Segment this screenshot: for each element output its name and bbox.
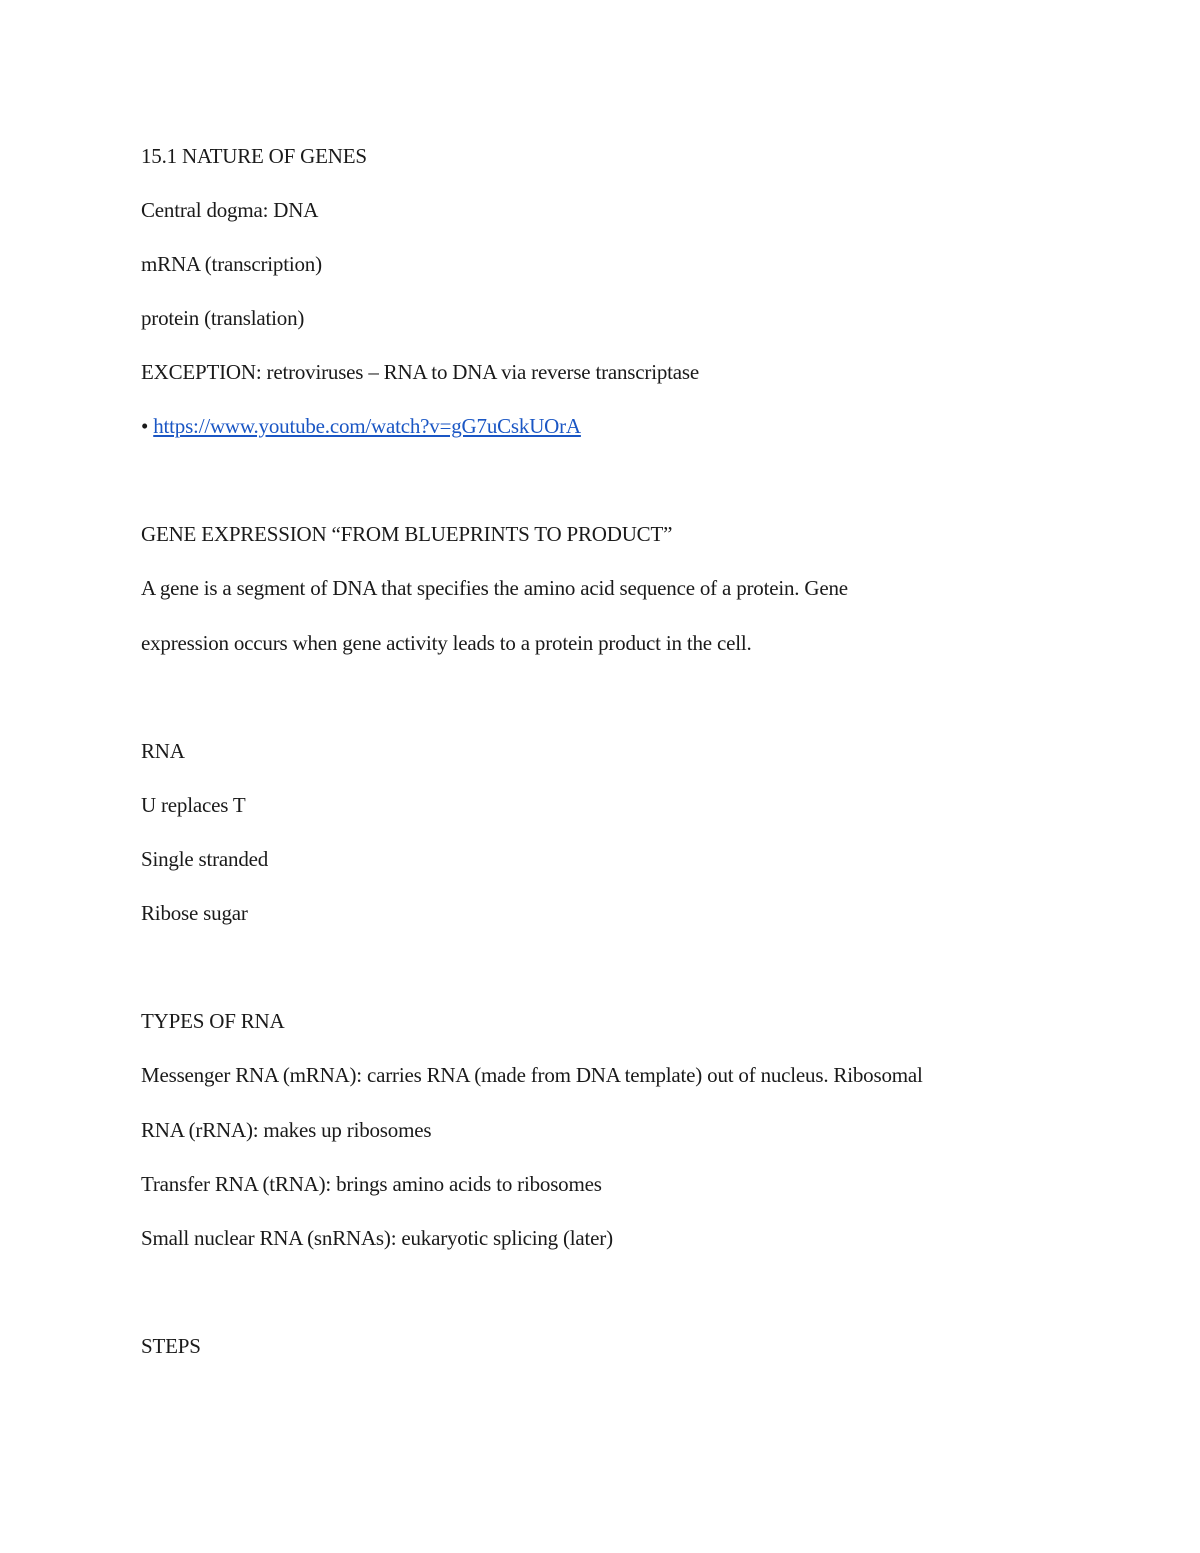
- section-heading-types-of-rna: TYPES OF RNA: [141, 1009, 285, 1033]
- rna-item: Ribose sugar: [141, 901, 248, 925]
- section-heading-steps: STEPS: [141, 1334, 201, 1358]
- bullet: •: [141, 414, 149, 438]
- types-of-rna-line: Small nuclear RNA (snRNAs): eukaryotic splicing (later): [141, 1226, 613, 1250]
- protein-line: protein (translation): [141, 306, 305, 330]
- types-of-rna-line: RNA (rRNA): makes up ribosomes: [141, 1118, 432, 1142]
- central-dogma-line: Central dogma: DNA: [141, 198, 319, 222]
- section-heading-nature-of-genes: 15.1 NATURE OF GENES: [141, 144, 367, 168]
- types-of-rna-line: Transfer RNA (tRNA): brings amino acids to ribosomes: [141, 1172, 602, 1196]
- mrna-line: mRNA (transcription): [141, 252, 322, 276]
- gene-expression-paragraph-line-2: expression occurs when gene activity leads to a protein product in the cell.: [141, 631, 752, 655]
- rna-item: U replaces T: [141, 793, 246, 817]
- exception-line: EXCEPTION: retroviruses – RNA to DNA via reverse transcriptase: [141, 360, 699, 384]
- section-heading-gene-expression: GENE EXPRESSION “FROM BLUEPRINTS TO PRODUCT”: [141, 522, 673, 546]
- section-heading-rna: RNA: [141, 739, 185, 763]
- youtube-video-link[interactable]: https://www.youtube.com/watch?v=gG7uCskUOrA: [153, 414, 581, 438]
- types-of-rna-line: Messenger RNA (mRNA): carries RNA (made from DNA template) out of nucleus. Ribosomal: [141, 1063, 923, 1087]
- rna-item: Single stranded: [141, 847, 269, 871]
- video-link-row: [141, 412, 581, 440]
- gene-expression-paragraph-line-1: A gene is a segment of DNA that specifies the amino acid sequence of a protein. Gene: [141, 576, 848, 600]
